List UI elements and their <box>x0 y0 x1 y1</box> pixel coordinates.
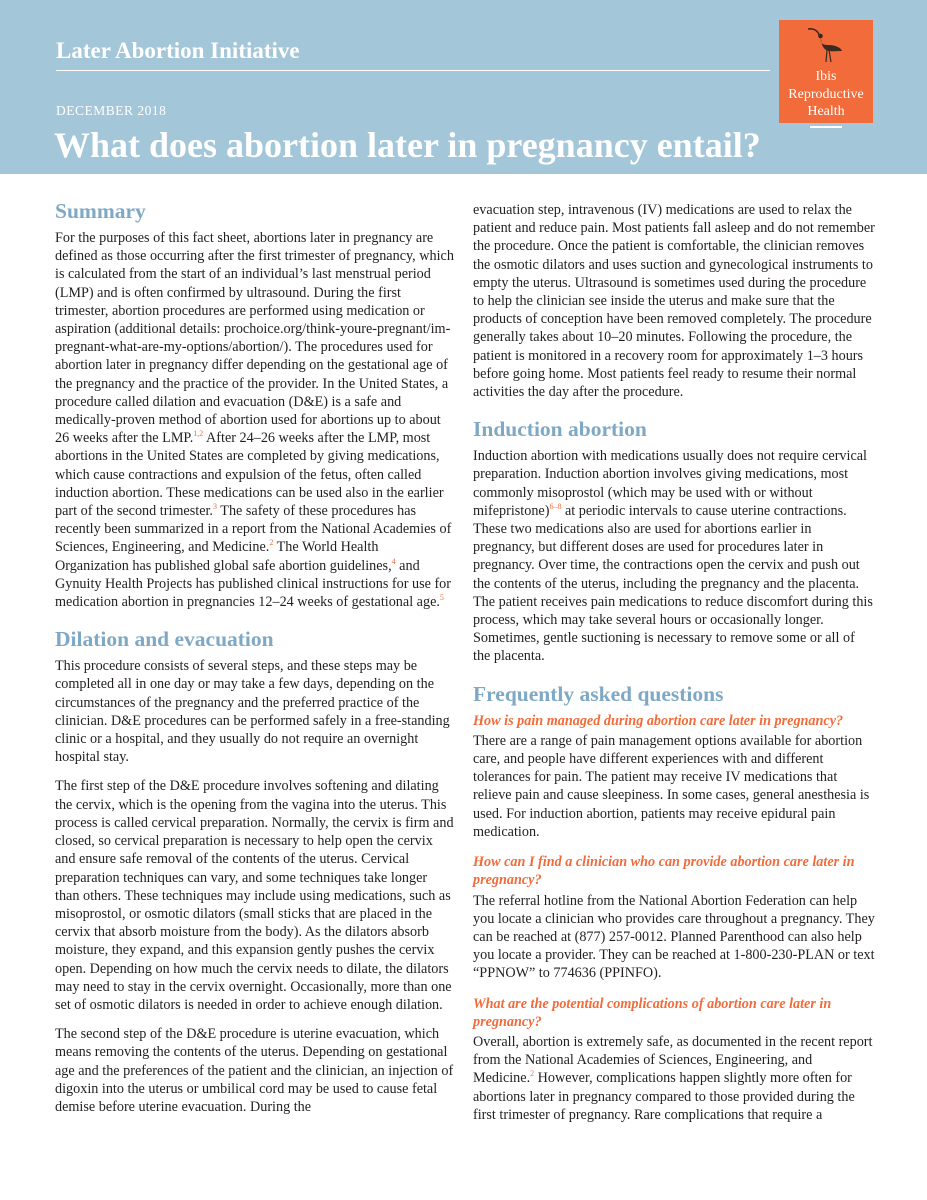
right-column <box>473 201 875 1135</box>
faq-question-clinician: How can I find a clinician who can provide abortion care later in pregnancy? <box>473 854 855 889</box>
faq-answer-clinician: The referral hotline from the National Abortion Federation can help you locate a clinician who provides care throughout a pregnancy. They can be reached at (877) 257-0012. Planned Parenthood can also help you locate a provider. They can be reached at 1-800-230-PLAN or text “PPNOW” to 774636 (PPINFO). <box>473 892 875 982</box>
dilation-heading: Dilation and evacuation <box>55 627 274 652</box>
logo-text-health: Health <box>807 104 845 119</box>
header-banner <box>0 0 927 174</box>
faq-heading: Frequently asked questions <box>473 681 724 706</box>
dilation-paragraph-3: The second step of the D&E procedure is uterine evacuation, which means removing the contents of the uterus. Depending on gestational age and the preferences of the patient and the clinician, an injection of digoxin into the uterus or umbilical cord may be used to cause fetal demise before uterine evacuation. During the <box>55 1026 454 1115</box>
page-title: What does abortion later in pregnancy entail? <box>54 125 761 165</box>
citation: 3 <box>212 502 217 512</box>
induction-paragraph: Induction abortion with medications usually does not require cervical preparation. Induction abortion involves giving medications, most commonly misoprostol (which may be used with or without mifepristone)$^{6-8}$ at periodic intervals to cause uterine contractions. These two medications also are used for abortions earlier in pregnancy, but different doses are used for procedures later in pregnancy. Over time, the contractions open the cervix and push out the contents of the uterus, including the pregnancy and the placenta. The patient receives pain medications to reduce discomfort during this process, which may take several hours or occasionally longer. Sometimes, gentle suctioning is necessary to remove some or all of the placenta. <box>473 448 873 665</box>
faq-question-complications: What are the potential complications of abortion care later in pregnancy? <box>473 995 832 1030</box>
logo-underline <box>810 126 842 128</box>
citation: 6–8 <box>549 501 562 511</box>
series-title: Later Abortion Initiative <box>56 38 300 63</box>
dilation-paragraph-1: This procedure consists of several steps, and these steps may be completed all in one day or may take a few days, depending on the circumstances of the pregnancy and the preferred practice of the clinician. D&E procedures can be performed safely in a free-standing clinic or a hospital, and they usually do not require an overnight hospital stay. <box>55 658 450 766</box>
citation: 2 <box>530 1069 535 1079</box>
faq-answer-pain: There are a range of pain management options available for abortion care, and people have different experiences with and different tolerances for pain. The patient may receive IV medications that relieve pain and cause sleepiness. In some cases, general anesthesia is used. For induction abortion, patients may receive epidural pain medication. <box>473 732 870 840</box>
logo-text-reproductive: Reproductive <box>788 87 864 102</box>
faq-question-pain: How is pain managed during abortion care later in pregnancy? <box>473 712 844 729</box>
ibis-bird-icon <box>806 25 846 65</box>
summary-paragraph: For the purposes of this fact sheet, abortions later in pregnancy are defined as those occurring after the first trimester of pregnancy, which is calculated from the start of an individual’s last menstrual period (LMP) and is often confirmed by ultrasound. During the first trimester, abortion procedures are performed using medication or aspiration (additional details: prochoice.org/think-youre-pregnant/im-pregnant-what-are-my-options/abortion/). The procedures used for abortion later in pregnancy differ depending on the gestational age of the pregnancy and the practice of the provider. In the United States, a procedure called dilation and evacuation (D&E) is a safe and medically-proven method of abortion used for abortions up to about 26 weeks after the LMP.$^{1,2}$ After 24–26 weeks after the LMP, most abortions in the United States are completed by giving medications, which cause contractions and expulsion of the fetus, often called induction abortion. These medications can be used also in the earlier part of the second trimester.$^3$ The safety of these procedures has recently been summarized in a report from the National Academies of Sciences, Engineering, and Medicine.$^2$ The World Health Organization has published global safe abortion guidelines,$^4$ and Gynuity Health Projects has published clinical instructions for use for medication abortion in pregnancies 12–24 weeks of gestational age.$^5$ <box>55 230 454 611</box>
left-column <box>55 198 455 1127</box>
publication-date: DECEMBER 2018 <box>56 103 167 118</box>
dilation-paragraph-2: The first step of the D&E procedure involves softening and dilating the cervix, which is the opening from the vagina into the uterus. This process is called cervical preparation. Normally, the cervix is firm and closed, so cervical preparation is necessary to help open the cervix and ensure safe removal of the contents of the uterus. Cervical preparation techniques can vary, and some techniques take longer than others. These techniques may include using medications, such as misoprostol, or osmotic dilators (small sticks that are placed in the cervix that absorb moisture from the body). As the dilators absorb moisture, they expand, and this expansion gently pushes the cervix open. Depending on how much the cervix needs to dilate, the dilators may need to stay in the cervix overnight. Occasionally, more than one set of osmotic dilators is needed in order to achieve enough dilation. <box>55 778 454 1013</box>
citation: 2 <box>269 538 274 548</box>
dilation-paragraph-continued: evacuation step, intravenous (IV) medications are used to relax the patient and reduce pain. Most patients fall asleep and do not remember the procedure. Once the patient is comfortable, the clinician removes the osmotic dilators and uses suction and gynecological instruments to empty the uterus. Ultrasound is sometimes used during the procedure to help the clinician see inside the uterus and make sure that the products of conception have been removed completely. The procedure generally takes about 10–20 minutes. Following the procedure, the patient is monitored in a recovery room for approximately 1–3 hours before going home. Most patients feel ready to resume their normal activities the day after the procedure. <box>473 202 875 401</box>
citation: 5 <box>439 593 444 603</box>
logo-text-ibis: Ibis <box>815 69 837 84</box>
citation: 1,2 <box>193 429 204 439</box>
induction-heading: Induction abortion <box>473 417 647 442</box>
faq-answer-complications: Overall, abortion is extremely safe, as documented in the recent report from the National Academies of Sciences, Engineering, and Medicine.$^2$ However, complications happen slightly more often for abortions later in pregnancy compared to those provided during the first trimester of pregnancy. Rare complications that require a <box>473 1033 873 1123</box>
summary-heading: Summary <box>55 199 146 223</box>
header-rule <box>56 70 770 71</box>
citation: 4 <box>391 556 396 566</box>
ibis-logo <box>779 20 873 123</box>
